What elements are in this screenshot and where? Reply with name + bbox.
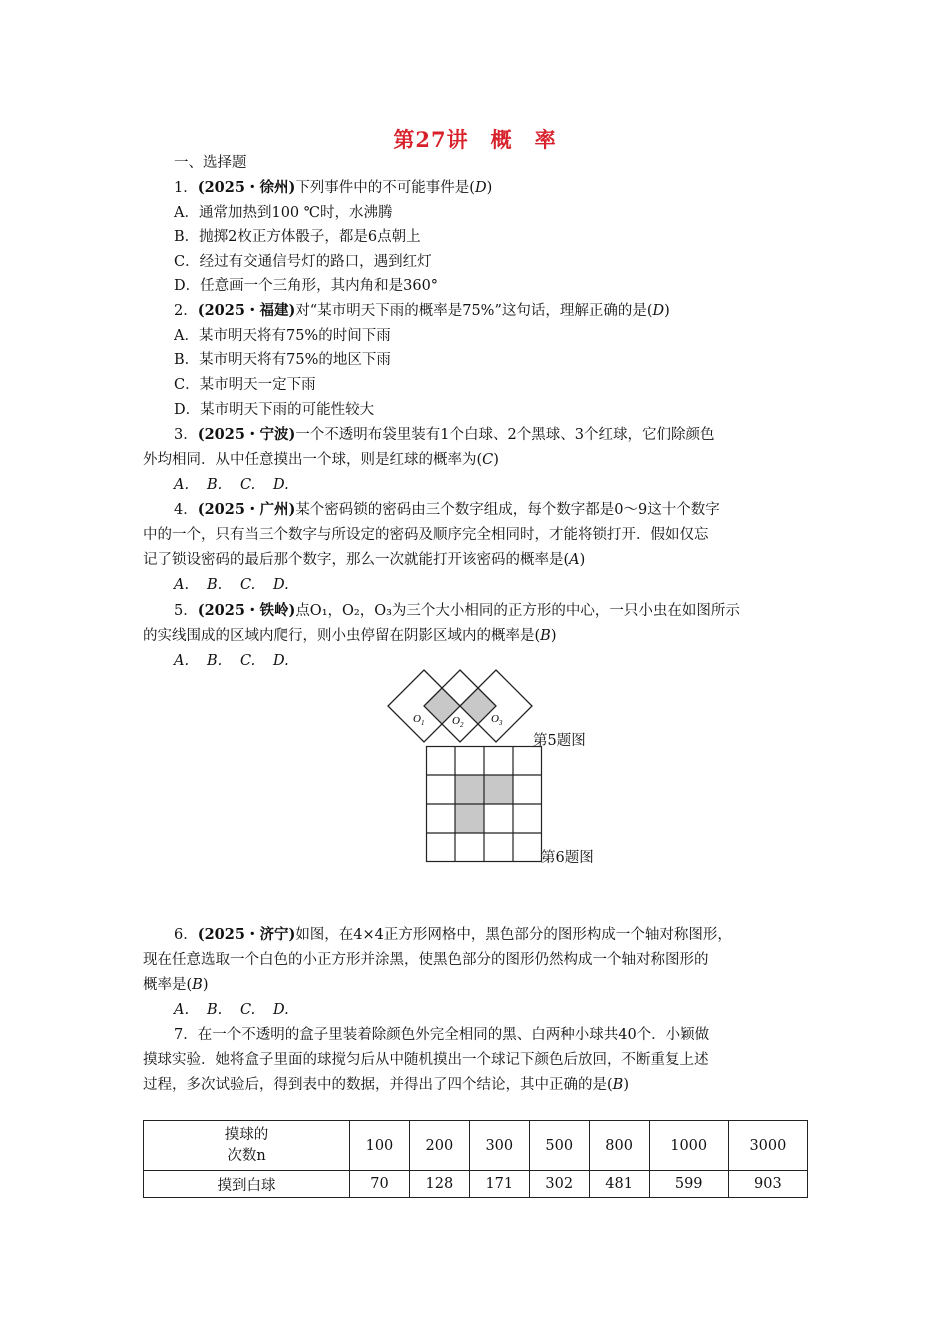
table-cell: 481 <box>589 1171 649 1198</box>
figure-6-grid <box>426 746 542 862</box>
q5-close: ) <box>550 628 557 644</box>
q3-answer: C <box>482 452 494 468</box>
q1-close: ) <box>486 180 493 196</box>
table-cell: 302 <box>529 1171 589 1198</box>
q5-text-line1: 点O₁，O₂，O₃为三个大小相同的正方形的中心，一只小虫在如图所示 <box>295 603 740 619</box>
q2-option-a: A．某市明天将有75%的时间下雨 <box>174 328 391 344</box>
fig6-shaded-cell <box>484 775 513 804</box>
table-header-cell: 摸到白球 <box>144 1171 350 1198</box>
q4-option-c: C. <box>240 577 256 593</box>
q4-option-d: D. <box>273 577 289 593</box>
q2-source: (2025・福建) <box>197 302 296 319</box>
q2-option-c: C．某市明天一定下雨 <box>174 377 316 393</box>
q6-text-line1: 如图，在4×4正方形网格中，黑色部分的图形构成一个轴对称图形， <box>295 927 732 943</box>
table-row <box>144 1171 808 1198</box>
question-5 <box>174 601 740 621</box>
q5-number: 5． <box>174 603 198 619</box>
table-cell: 200 <box>409 1121 469 1171</box>
q4-number: 4． <box>174 502 198 518</box>
q2-option-d: D．某市明天下雨的可能性较大 <box>174 402 375 418</box>
question-1 <box>174 178 492 198</box>
q1-option-c: C．经过有交通信号灯的路口，遇到红灯 <box>174 254 432 270</box>
table-cell: 128 <box>409 1171 469 1198</box>
fig6-shaded-cell <box>455 775 484 804</box>
q5-option-c: C. <box>240 653 256 669</box>
q7-line3 <box>143 1075 629 1095</box>
table-cell: 300 <box>469 1121 529 1171</box>
q4-options <box>174 575 306 595</box>
fig6-shaded-cell <box>455 804 484 833</box>
q7-answer: B <box>612 1077 624 1093</box>
q6-source: (2025・济宁) <box>197 926 296 943</box>
q2-number: 2． <box>174 303 198 319</box>
fig5-label-o3: $O_3$ <box>491 713 503 727</box>
q3-line2 <box>143 450 499 470</box>
table-cell: 100 <box>350 1121 410 1171</box>
q6-option-b: B. <box>207 1002 223 1018</box>
q4-line3 <box>143 550 585 570</box>
q6-close: ) <box>202 977 209 993</box>
q7-number: 7． <box>174 1027 198 1043</box>
q5-text-line2: 的实线围成的区域内爬行，则小虫停留在阴影区域内的概率是( <box>143 628 541 644</box>
section-heading: 一、选择题 <box>174 155 247 171</box>
q5-answer: B <box>540 628 551 644</box>
q5-option-b: B. <box>207 653 223 669</box>
q1-option-a: A．通常加热到100 ℃时，水沸腾 <box>174 205 393 221</box>
q6-text-line2: 现在任意选取一个白色的小正方形并涂黑，使黑色部分的图形仍然构成一个轴对称图形的 <box>143 952 709 968</box>
table-cell: 599 <box>649 1171 728 1198</box>
q3-option-c: C. <box>240 477 256 493</box>
table-row <box>144 1121 808 1171</box>
q7-text-line1: 在一个不透明的盒子里装着除颜色外完全相同的黑、白两种小球共40个．小颖做 <box>197 1027 710 1043</box>
experiment-table <box>143 1120 808 1198</box>
q6-line3 <box>143 975 209 995</box>
question-2 <box>174 301 670 321</box>
q3-text-line2: 外均相同．从中任意摸出一个球，则是红球的概率为( <box>143 452 483 468</box>
q5-option-d: D. <box>273 653 289 669</box>
q2-close: ) <box>664 303 670 319</box>
q3-source: (2025・宁波) <box>197 426 296 443</box>
q3-option-b: B. <box>207 477 223 493</box>
q1-option-b: B．抛掷2枚正方体骰子，都是6点朝上 <box>174 229 421 245</box>
question-7 <box>174 1025 709 1045</box>
q5-line2 <box>143 626 556 646</box>
q6-text-line3: 概率是( <box>143 977 193 993</box>
q7-close: ) <box>623 1077 629 1093</box>
q4-option-a: A. <box>174 577 190 593</box>
q7-text-line3: 过程，多次试验后，得到表中的数据，并得出了四个结论，其中正确的是( <box>143 1077 613 1093</box>
q5-option-a: A. <box>174 653 190 669</box>
q6-number: 6． <box>174 927 198 943</box>
header-line2: 次数n <box>227 1147 266 1164</box>
q1-answer: D <box>474 180 487 196</box>
q1-text: 下列事件中的不可能事件是( <box>295 180 475 196</box>
figure-5-three-squares <box>385 670 535 746</box>
q6-options <box>174 1000 306 1020</box>
q4-answer: A <box>569 552 580 568</box>
q6-option-a: A. <box>174 1002 190 1018</box>
q4-source: (2025・广州) <box>197 501 296 518</box>
q2-option-b: B．某市明天将有75%的地区下雨 <box>174 352 391 368</box>
q4-close: ) <box>579 552 586 568</box>
q3-number: 3． <box>174 427 198 443</box>
fig6-grid-lines <box>426 746 542 862</box>
fig5-label-o1: $O_1$ <box>413 713 425 727</box>
table-cell: 3000 <box>728 1121 807 1171</box>
question-3 <box>174 425 715 445</box>
q6-answer: B <box>192 977 203 993</box>
table-cell: 171 <box>469 1171 529 1198</box>
table-cell: 500 <box>529 1121 589 1171</box>
header-line1: 摸球的 <box>224 1126 269 1143</box>
q1-number: 1． <box>174 180 198 196</box>
q4-text-line3: 记了锁设密码的最后那个数字，那么一次就能打开该密码的概率是( <box>143 552 570 568</box>
q3-option-d: D. <box>273 477 289 493</box>
q7-text-line2: 摸球实验．她将盒子里面的球搅匀后从中随机摸出一个球记下颜色后放回，不断重复上述 <box>143 1052 709 1068</box>
table-header-cell <box>144 1121 350 1171</box>
table-cell: 1000 <box>649 1121 728 1171</box>
figure-5-caption: 第5题图 <box>533 733 586 749</box>
figure-6-caption: 第6题图 <box>541 850 594 866</box>
q6-option-d: D. <box>273 1002 289 1018</box>
fig5-label-o2: $O_2$ <box>452 715 464 729</box>
table-cell: 903 <box>728 1171 807 1198</box>
q1-option-d: D．任意画一个三角形，其内角和是360° <box>174 278 439 294</box>
table-cell: 800 <box>589 1121 649 1171</box>
q4-text-line2: 中的一个，只有当三个数字与所设定的密码及顺序完全相同时，才能将锁打开．假如仅忘 <box>143 527 709 543</box>
question-6 <box>174 925 732 945</box>
page-title: 第27讲 概 率 <box>393 127 557 152</box>
q4-option-b: B. <box>207 577 223 593</box>
q3-options <box>174 475 306 495</box>
q3-text-line1: 一个不透明布袋里装有1个白球、2个黑球、3个红球，它们除颜色 <box>295 427 715 443</box>
q2-answer: D <box>652 303 665 319</box>
q5-options <box>174 651 306 671</box>
table-cell: 70 <box>350 1171 410 1198</box>
q5-source: (2025・铁岭) <box>197 602 296 619</box>
question-4 <box>174 500 720 520</box>
q3-close: ) <box>493 452 499 468</box>
q4-text-line1: 某个密码锁的密码由三个数字组成，每个数字都是0～9这十个数字 <box>295 502 720 518</box>
q1-source: (2025・徐州) <box>197 179 296 196</box>
q2-text: 对“某市明天下雨的概率是75%”这句话，理解正确的是( <box>295 303 653 319</box>
q3-option-a: A. <box>174 477 190 493</box>
q6-option-c: C. <box>240 1002 256 1018</box>
